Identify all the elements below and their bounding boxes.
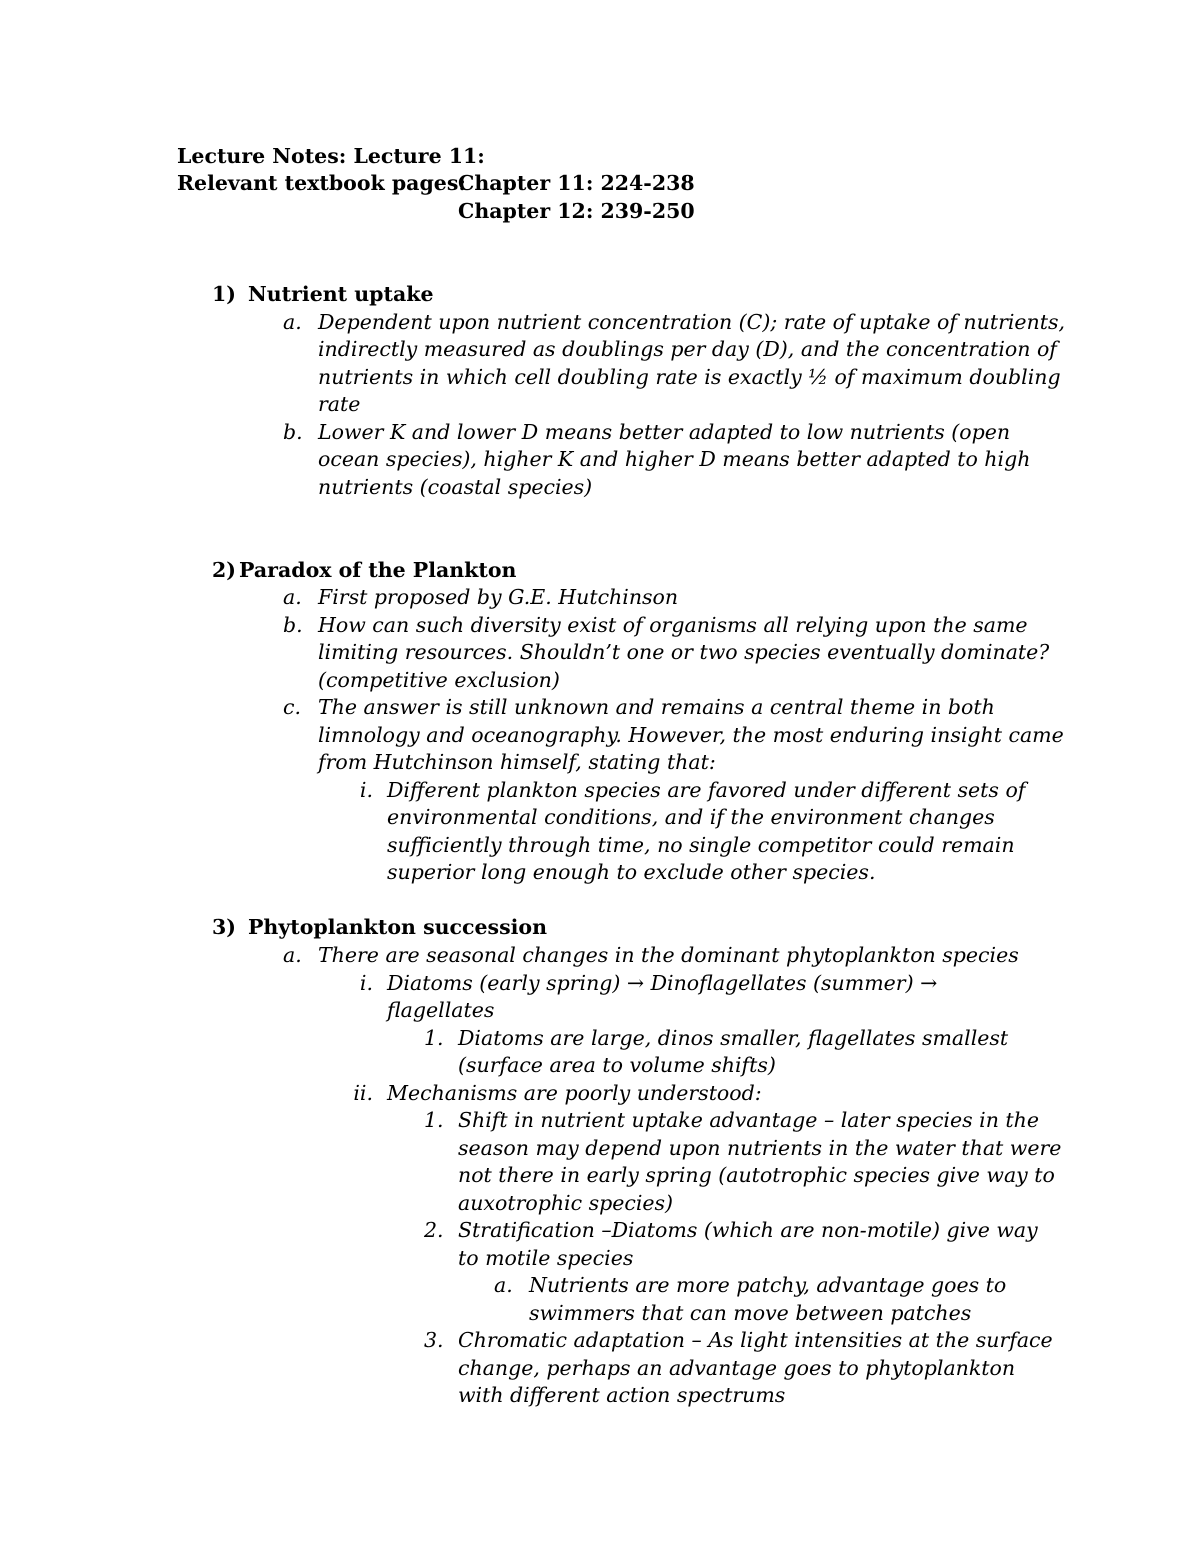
s2-b-marker: b. xyxy=(283,613,303,637)
s3-a-ii-1-line: auxotrophic species) xyxy=(458,1191,674,1215)
s2-b-line: How can such diversity exist of organisms all relying upon the same xyxy=(318,613,1028,637)
section-1-title: Nutrient uptake xyxy=(248,282,434,306)
s1-b-line: ocean species), higher K and higher D means better adapted to high xyxy=(318,447,1031,471)
s3-a-ii-marker: ii. xyxy=(353,1081,373,1105)
s2-c-marker: c. xyxy=(283,695,301,719)
section-3-number: 3) xyxy=(212,915,236,939)
pages-chapter-12: Chapter 12: 239-250 xyxy=(458,199,695,223)
s3-a-ii-3-line: with different action spectrums xyxy=(458,1383,786,1407)
s3-a-ii-1-line: Shift in nutrient uptake advantage – later species in the xyxy=(458,1108,1040,1132)
s2-c-i-line: sufficiently through time, no single competitor could remain xyxy=(387,833,1015,857)
s1-b-line: nutrients (coastal species) xyxy=(318,475,593,499)
section-3-title: Phytoplankton succession xyxy=(248,915,547,939)
s3-a-ii-1-marker: 1. xyxy=(424,1108,444,1132)
s3-a-i-marker: i. xyxy=(359,971,373,995)
s2-a-line: First proposed by G.E. Hutchinson xyxy=(318,585,679,609)
s3-a-ii-3-line: Chromatic adaptation – As light intensities at the surface xyxy=(458,1328,1053,1352)
s3-a-ii-2-marker: 2. xyxy=(424,1218,444,1242)
s1-a-line: indirectly measured as doublings per day (D), and the concentration of xyxy=(318,337,1057,361)
s3-a-ii-2-a-line: Nutrients are more patchy, advantage goes to xyxy=(529,1273,1007,1297)
section-2-number: 2) xyxy=(212,558,236,582)
s3-a-i-1-marker: 1. xyxy=(424,1026,444,1050)
s3-a-i-line: flagellates xyxy=(387,998,495,1022)
s3-a-ii-2-a-marker: a. xyxy=(494,1273,513,1297)
s2-c-i-marker: i. xyxy=(359,778,373,802)
lecture-title: Lecture Notes: Lecture 11: xyxy=(177,144,485,168)
s3-a-i-line: Diatoms (early spring) → Dinoflagellates (summer) → xyxy=(387,971,938,995)
section-2-title: Paradox of the Plankton xyxy=(239,558,517,582)
s2-c-line: from Hutchinson himself, stating that: xyxy=(318,750,716,774)
s3-a-ii-2-a-line: swimmers that can move between patches xyxy=(529,1301,972,1325)
pages-chapter-11: Chapter 11: 224-238 xyxy=(458,171,695,195)
s3-a-i-1-line: Diatoms are large, dinos smaller, flagellates smallest xyxy=(458,1026,1009,1050)
s1-a-line: Dependent upon nutrient concentration (C); rate of uptake of nutrients, xyxy=(318,310,1066,334)
s1-b-line: Lower K and lower D means better adapted to low nutrients (open xyxy=(318,420,1011,444)
s2-c-i-line: superior long enough to exclude other species. xyxy=(387,860,876,884)
s1-a-marker: a. xyxy=(283,310,302,334)
s3-a-ii-3-line: change, perhaps an advantage goes to phytoplankton xyxy=(458,1356,1016,1380)
pages-label: Relevant textbook pages: xyxy=(177,171,466,195)
s3-a-ii-1-line: season may depend upon nutrients in the water that were xyxy=(458,1136,1062,1160)
s1-a-line: nutrients in which cell doubling rate is exactly ½ of maximum doubling xyxy=(318,365,1061,389)
s2-c-line: The answer is still unknown and remains a central theme in both xyxy=(318,695,995,719)
s3-a-line: There are seasonal changes in the dominant phytoplankton species xyxy=(318,943,1019,967)
s2-b-line: limiting resources. Shouldn’t one or two species eventually dominate? xyxy=(318,640,1050,664)
s3-a-marker: a. xyxy=(283,943,302,967)
s3-a-ii-2-line: to motile species xyxy=(458,1246,634,1270)
s3-a-ii-2-line: Stratification –Diatoms (which are non-motile) give way xyxy=(458,1218,1038,1242)
s2-a-marker: a. xyxy=(283,585,302,609)
s3-a-ii-1-line: not there in early spring (autotrophic species give way to xyxy=(458,1163,1055,1187)
s3-a-ii-line: Mechanisms are poorly understood: xyxy=(387,1081,762,1105)
s2-c-i-line: environmental conditions, and if the environment changes xyxy=(387,805,995,829)
s1-b-marker: b. xyxy=(283,420,303,444)
s2-c-line: limnology and oceanography. However, the most enduring insight came xyxy=(318,723,1064,747)
s1-a-line: rate xyxy=(318,392,361,416)
s2-b-line: (competitive exclusion) xyxy=(318,668,560,692)
s2-c-i-line: Different plankton species are favored under different sets of xyxy=(387,778,1026,802)
section-1-number: 1) xyxy=(212,282,236,306)
s3-a-i-1-line: (surface area to volume shifts) xyxy=(458,1053,776,1077)
s3-a-ii-3-marker: 3. xyxy=(424,1328,444,1352)
